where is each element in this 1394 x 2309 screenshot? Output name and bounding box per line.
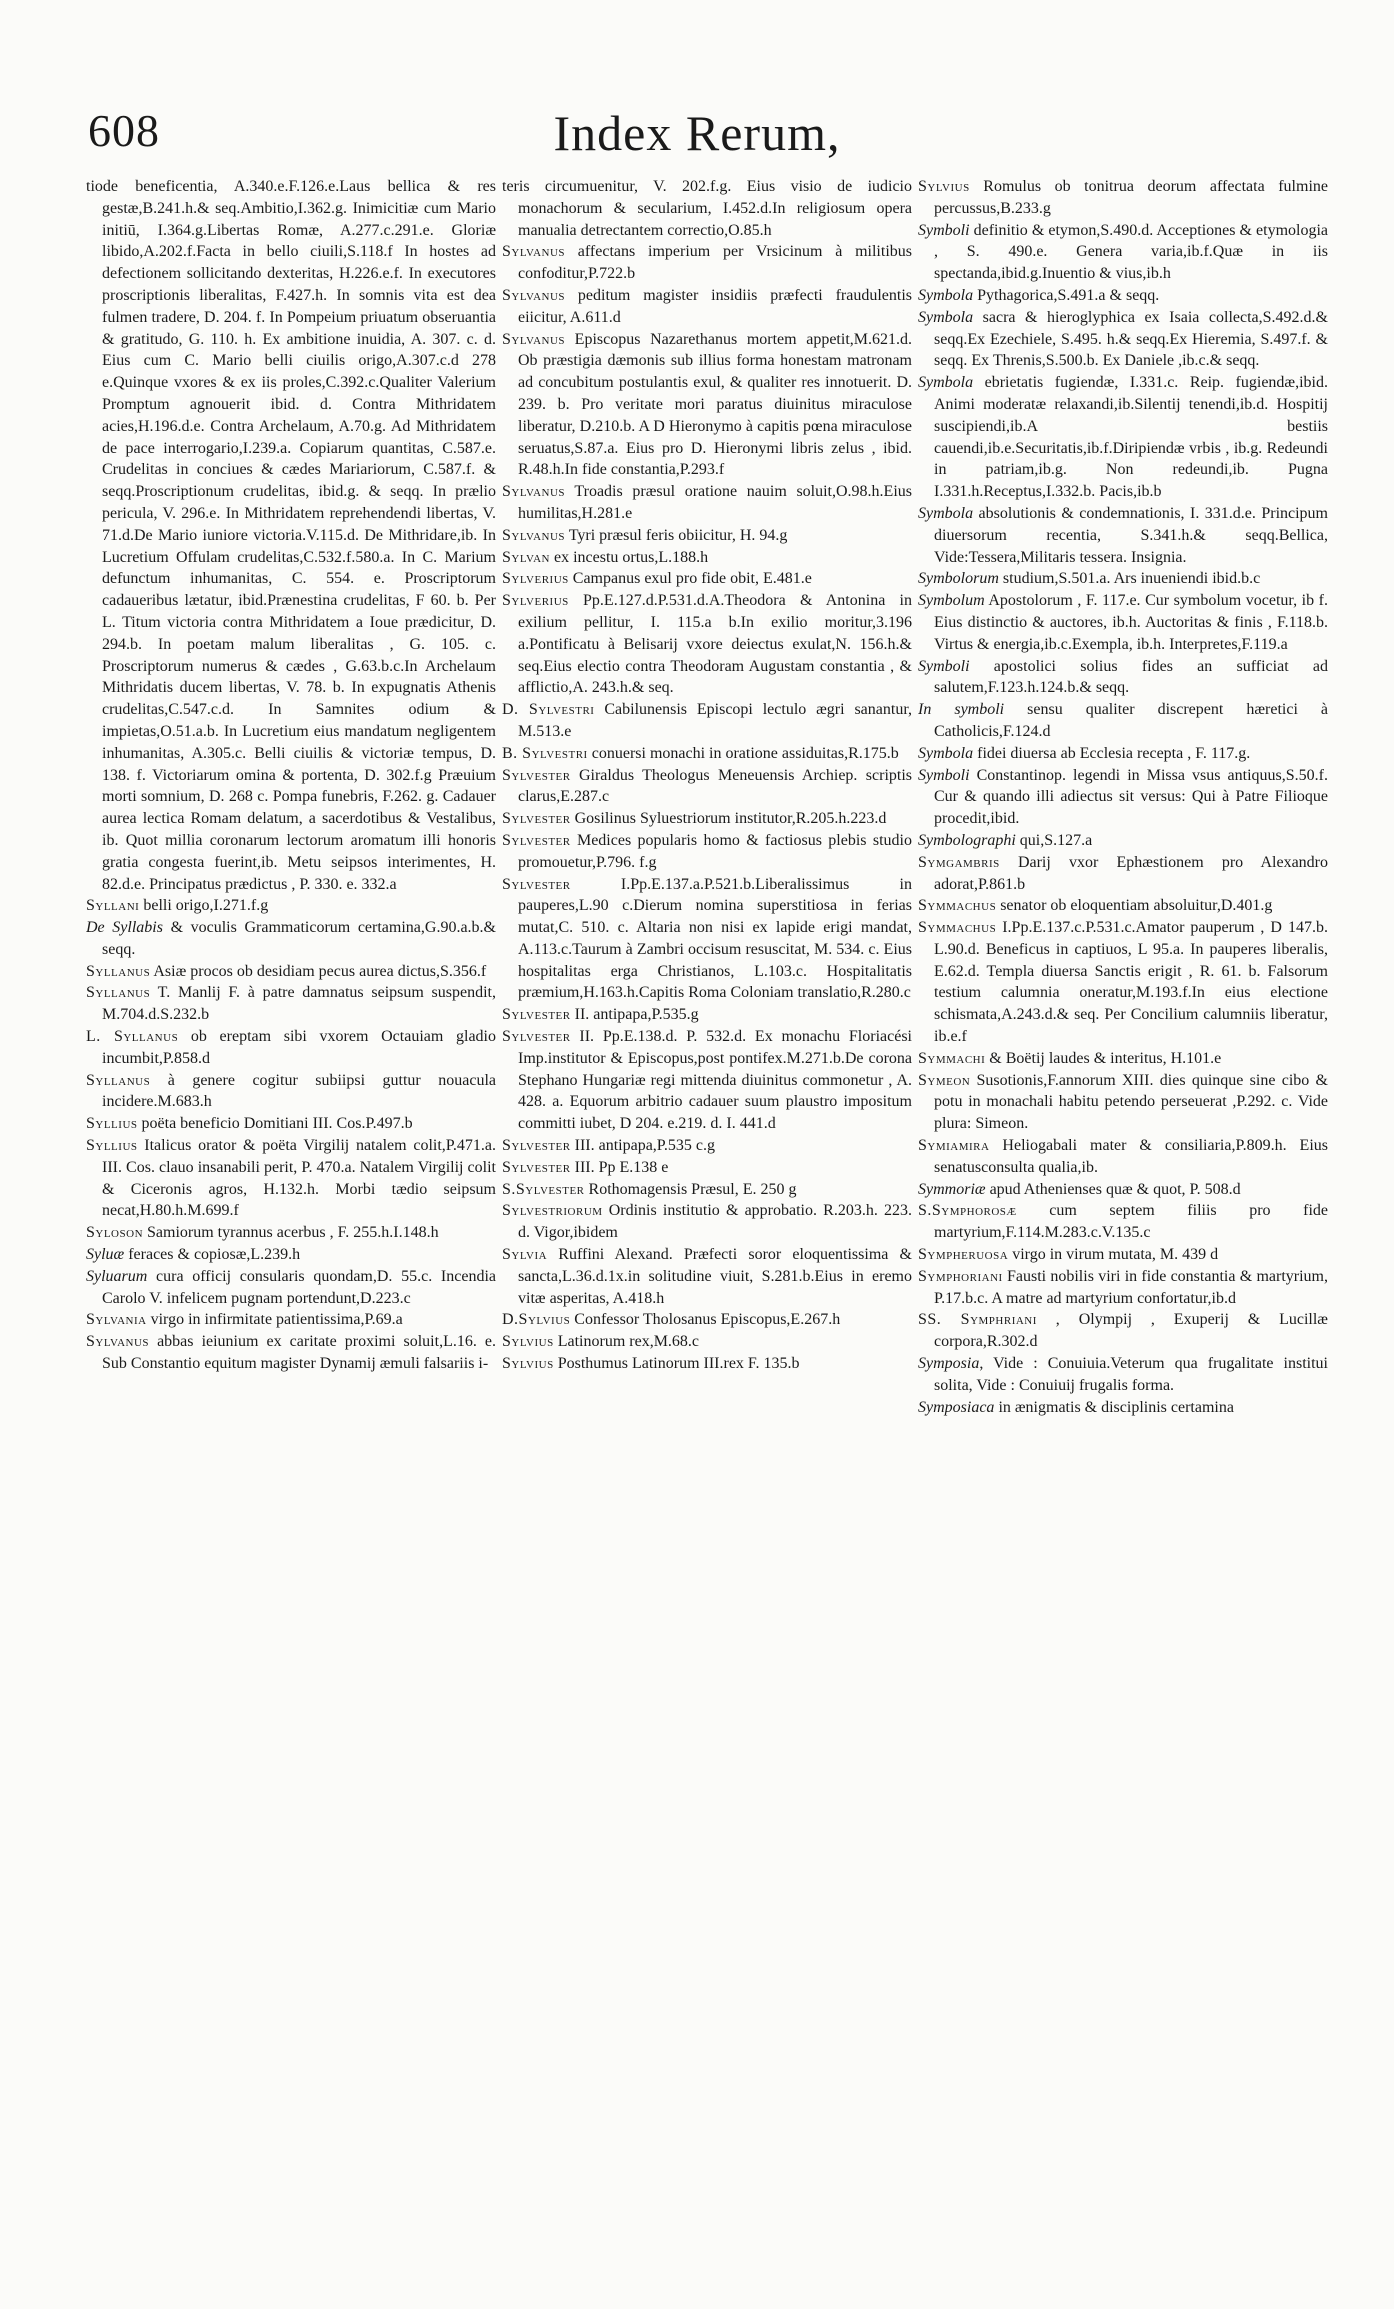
index-entry — [502, 1135, 912, 1157]
entry-headword: Sylvester — [502, 1006, 571, 1024]
entry-text: definitio & etymon,S.490.d. Acceptiones & etymologia , S. 490.e. Genera varia,ib.f.Quæ in iis spectanda,ibid.g.Inuentio & vius,ib.h — [934, 221, 1328, 283]
index-entry — [502, 525, 912, 547]
entry-headword: Sylvius — [502, 1333, 554, 1351]
index-entry — [86, 1026, 496, 1070]
entry-headword: Sylvanus — [502, 243, 566, 261]
index-entry — [86, 1244, 496, 1266]
index-entry — [918, 1353, 1328, 1397]
entry-text: Heliogabali mater & consiliaria,P.809.h. Eius senatusconsulta qualia,ib. — [934, 1137, 1328, 1176]
index-entry — [502, 1331, 912, 1353]
entry-text: affectans imperium per Vrsicinum à militibus confoditur,P.722.b — [518, 243, 912, 283]
entry-text: in ænigmatis & disciplinis certamina — [994, 1398, 1234, 1416]
entry-text: II. antipapa,P.535.g — [570, 1006, 699, 1024]
entry-headword: Syllanus — [86, 962, 151, 980]
entry-text: sensu qualiter discrepent hæretici à Catholicis,F.124.d — [934, 701, 1328, 740]
entry-headword: Symposia — [918, 1355, 980, 1373]
index-entry — [502, 830, 912, 874]
entry-text: Posthumus Latinorum III.rex F. 135.b — [553, 1355, 800, 1373]
entry-text: Latinorum rex,M.68.c — [553, 1333, 700, 1351]
entry-text: Samiorum tyrannus acerbus , F. 255.h.I.148.h — [143, 1224, 439, 1242]
entry-headword: De Syllabis — [86, 919, 163, 937]
entry-headword: Sylvan — [502, 548, 550, 566]
entry-text: Medices popularis homo & factiosus plebis studio promouetur,P.796. f.g — [518, 831, 912, 871]
entry-text: Troadis præsul oratione nauim soluit,O.98.h.Eius humilitas,H.281.e — [518, 483, 912, 522]
entry-text: & Boëtij laudes & interitus, H.101.e — [985, 1049, 1222, 1067]
index-entry — [502, 1179, 912, 1201]
entry-headword: Syloson — [86, 1224, 144, 1242]
entry-text: qui,S.127.a — [1015, 831, 1093, 849]
index-entry — [86, 982, 496, 1026]
entry-text: ob ereptam sibi vxorem Octauiam gladio incumbit,P.858.d — [102, 1028, 496, 1067]
entry-text: , Vide : Conuiuia.Veterum qua frugalitate institui solita, Vide : Conuiuij frugalis forma. — [934, 1355, 1328, 1394]
entry-text: Ordinis institutio & approbatio. R.203.h. 223. d. Vigor,ibidem — [518, 1202, 912, 1242]
entry-text: Campanus exul pro fide obit, E.481.e — [568, 570, 812, 588]
index-entry — [918, 656, 1328, 700]
entry-headword: Symmachi — [918, 1049, 986, 1067]
index-column-left — [86, 176, 496, 2236]
entry-headword: Sylvanus — [502, 286, 566, 304]
index-entry — [918, 1244, 1328, 1266]
entry-text: Romulus ob tonitrua deorum affectata fulmine percussus,B.233.g — [934, 178, 1328, 217]
entry-text: Italicus orator & poëta Virgilij natalem colit,P.471.a. III. Cos. clauo insanabili perit, P. 470.a. Natalem Virgilij colit & Ciceronis agros, H.132.h. Morbi tædio seipsum necat,H.80.h.M.699.f — [102, 1137, 496, 1220]
entry-headword: In symboli — [918, 701, 1005, 719]
entry-headword: Symmachus — [918, 897, 997, 915]
index-entry — [502, 547, 912, 569]
entry-headword: Syllius — [86, 1137, 138, 1155]
index-entry — [502, 481, 912, 525]
entry-headword: Sylvia — [502, 1246, 548, 1264]
entry-text: cum septem filiis pro fide martyrium,F.114.M.283.c.V.135.c — [934, 1202, 1328, 1242]
entry-headword: Sylvester — [502, 1137, 571, 1155]
index-entry — [502, 329, 912, 482]
index-entry — [502, 743, 912, 765]
entry-text: Pp.E.127.d.P.531.d.A.Theodora & Antonina in exilium pellitur, I. 115.a b.In exilio moritur,3.196 a.Pontificatu à Belisarij vxore deiectus exulat,N. 156.h.& seq.Eius electio contra Theodoram Augustam constantia , & afflictio,A. 243.h.& seq. — [518, 592, 912, 697]
entry-text: Cabilunensis Episcopi lectulo ægri sanantur, M.513.e — [518, 701, 912, 740]
entry-text: abbas ieiunium ex caritate proximi soluit,L.16. e. Sub Constantio equitum magister Dynamij æmuli falsariis i- — [102, 1333, 496, 1373]
entry-headword: Symboli — [918, 221, 970, 239]
index-entry — [86, 917, 496, 961]
index-entry — [502, 1244, 912, 1309]
entry-text: apostolici solius fides an sufficiat ad salutem,F.123.h.124.b.& seqq. — [934, 657, 1328, 697]
entry-headword: Sylvania — [86, 1311, 147, 1329]
index-entry — [918, 917, 1328, 1048]
entry-text: feraces & copiosæ,L.239.h — [124, 1246, 301, 1264]
entry-text: sacra & hieroglyphica ex Isaia collecta,S.492.d.& seqq.Ex Ezechiele, S.495. h.& seqq.Ex Hieremia, S.497.f. & seqq. Ex Threnis,S.500.b. Ex Daniele ,ib.c.& seqq. — [934, 308, 1328, 370]
entry-headword: Symbolorum — [918, 570, 999, 588]
entry-headword: Symbola — [918, 744, 974, 762]
index-columns — [86, 176, 1338, 2236]
entry-headword: Symbola — [918, 286, 974, 304]
index-entry — [502, 568, 912, 590]
entry-headword: Sylvester — [502, 1158, 571, 1176]
entry-text: Giraldus Theologus Meneuensis Archiep. scriptis clarus,E.287.c — [518, 766, 912, 806]
index-entry — [502, 1026, 912, 1135]
entry-headword: Sylvester — [502, 810, 571, 828]
entry-headword: Sylverius — [502, 592, 569, 610]
entry-text: Asiæ procos ob desidiam pecus aurea dictus,S.356.f — [150, 962, 487, 980]
entry-text: fidei diuersa ab Ecclesia recepta , F. 117.g. — [973, 744, 1251, 762]
index-entry — [502, 241, 912, 285]
entry-text: II. Pp.E.138.d. P. 532.d. Ex monachu Floriacési Imp.institutor & Episcopus,post pontifex.M.271.b.De corona Stephano Hungariæ regi mittenda diuinitus commonetur , A. 428. a. Equorum arbitrio cadauer suum plaustro impositum committi iubet, D 204. e.219. d. I. 441.d — [518, 1028, 912, 1133]
entry-headword: B. Sylvestri — [502, 744, 588, 762]
entry-headword: Syllius — [86, 1115, 138, 1133]
entry-text: Constantinop. legendi in Missa vsus antiquus,S.50.f. Cur & quando illi adiectus sit versus: Qui à Patre Filioque procedit,ibid. — [934, 766, 1328, 828]
entry-headword: Symmoriæ — [918, 1180, 986, 1198]
entry-text: Pythagorica,S.491.a & seqq. — [973, 286, 1160, 304]
entry-headword: S.Symphorosæ — [918, 1202, 1017, 1220]
entry-headword: D. Sylvestri — [502, 701, 595, 719]
entry-text: conuersi monachi in oratione assiduitas,R.175.b — [587, 744, 899, 762]
entry-headword: Symbola — [918, 504, 974, 522]
index-entry — [86, 1309, 496, 1331]
entry-headword: Sylvanus — [502, 526, 566, 544]
entry-text: I.Pp.E.137.c.P.531.c.Amator pauperum , D 147.b. L.90.d. Beneficus in captiuos, L 95.a. In pauperes liberalis, E.62.d. Templa diuersa Sanctis erigit , R. 61. b. Falsorum testium calumnia oneratur,M.193.f.In eius electione schismata,A.243.d.& seq. Per Concilium calumniis liberatur, ib.e.f — [934, 919, 1328, 1046]
index-entry — [918, 568, 1328, 590]
entry-text: Tyri præsul feris obiicitur, H. 94.g — [565, 526, 788, 544]
entry-headword: D.Sylvius — [502, 1311, 571, 1329]
index-entry — [918, 1397, 1328, 1419]
index-entry — [918, 220, 1328, 285]
entry-headword: Symbola — [918, 308, 974, 326]
entry-text: Darij vxor Ephæstionem pro Alexandro adorat,P.861.b — [934, 853, 1328, 893]
entry-headword: Sylvanus — [502, 330, 566, 348]
entry-headword: Symbolographi — [918, 831, 1016, 849]
entry-text: absolutionis & condemnationis, I. 331.d.e. Principum diuersorum recentia, S.341.h.& seqq.Bellica, Vide:Tessera,Militaris tessera. Insignia. — [934, 504, 1328, 566]
index-entry — [502, 1157, 912, 1179]
entry-text: apud Athenienses quæ & quot, P. 508.d — [985, 1180, 1241, 1198]
index-entry — [918, 590, 1328, 655]
index-entry — [502, 765, 912, 809]
entry-headword: Sylvester — [502, 831, 571, 849]
entry-text: , Olympij , Exuperij & Lucillæ corpora,R.302.d — [934, 1311, 1328, 1351]
index-entry — [502, 590, 912, 699]
index-entry — [918, 1070, 1328, 1135]
entry-text: Rothomagensis Præsul, E. 250 g — [584, 1180, 797, 1198]
index-entry — [502, 1309, 912, 1331]
entry-headword: Sylvester — [502, 766, 571, 784]
entry-headword: SS. Symphriani — [918, 1311, 1037, 1329]
entry-headword: S.Sylvester — [502, 1180, 585, 1198]
entry-headword: Sympheruosa — [918, 1246, 1009, 1264]
entry-text: Ruffini Alexand. Præfecti soror eloquentissima & sancta,L.36.d.1x.in solitudine viuit, S.281.b.Eius in eremo vitæ asperitas, A.418.h — [518, 1246, 912, 1307]
entry-text: teris circumuenitur, V. 202.f.g. Eius visio de iudicio monachorum & secularium, I.452.d.In religiosum opera manualia detrectantem correctio,O.85.h — [502, 178, 912, 239]
index-entry — [918, 1135, 1328, 1179]
entry-headword: Sylvester — [502, 1028, 571, 1046]
entry-text: senator ob eloquentiam absoluitur,D.401.g — [996, 897, 1273, 915]
entry-text: poëta beneficio Domitiani III. Cos.P.497.b — [137, 1115, 413, 1133]
index-entry — [918, 372, 1328, 503]
index-entry — [502, 808, 912, 830]
entry-headword: Sylvius — [502, 1355, 554, 1373]
running-head: Index Rerum, — [553, 105, 841, 161]
index-entry — [918, 895, 1328, 917]
entry-text: studium,S.501.a. Ars inueniendi ibid.b.c — [998, 570, 1261, 588]
entry-text: à genere cogitur subiipsi guttur nouacula incidere.M.683.h — [102, 1071, 496, 1111]
index-entry — [918, 503, 1328, 568]
entry-text: T. Manlij F. à patre damnatus seipsum suspendit, M.704.d.S.232.b — [102, 984, 496, 1024]
entry-headword: Sylvius — [918, 178, 970, 195]
index-entry — [502, 285, 912, 329]
entry-headword: Sylvester — [502, 875, 571, 893]
entry-headword: Syllanus — [86, 1071, 151, 1089]
entry-text: ex incestu ortus,L.188.h — [549, 548, 709, 566]
index-entry — [918, 1048, 1328, 1070]
index-entry — [918, 1200, 1328, 1244]
entry-headword: Syllani — [86, 897, 140, 915]
entry-headword: Symbola — [918, 374, 974, 392]
index-entry — [502, 1353, 912, 1375]
entry-text: I.Pp.E.137.a.P.521.b.Liberalissimus in pauperes,L.90 c.Dierum nomina superstitiosa in ferias mutat,C. 510. c. Altaria non nisi ex lapide erigi mandat, A.113.c.Taurum à Zambri occisum resuscitat, M. 534. c. Eius hospitalitas erga Christianos, L.103.c. Hospitalitatis præmium,H.163.h.Capitis Roma Coloniam translatio,R.280.c — [518, 875, 912, 1002]
entry-text: III. Pp E.138 e — [570, 1158, 669, 1176]
entry-text: & voculis Grammaticorum certamina,G.90.a.b.& seqq. — [102, 919, 496, 958]
entry-headword: Symphoriani — [918, 1267, 1003, 1285]
index-entry — [86, 1070, 496, 1114]
index-entry — [918, 1309, 1328, 1353]
page-number: 608 — [88, 105, 160, 156]
entry-text: Episcopus Nazarethanus mortem appetit,M.621.d. Ob præstigia dæmonis sub illius forma honestam matronam ad concubitum postulantis exul, & qualiter res innotuerit. D. 239. b. Pro veritate mori paratus diuinitus miraculose liberatur, D.210.b. A D Hieronymo à capitis pœna miraculose seruatus,S.87.a. Eius pro D. Hieronymi libris zelus , ibid. R.48.h.In fide constantia,P.293.f — [518, 330, 912, 479]
index-entry — [502, 699, 912, 743]
entry-headword: Syluarum — [86, 1267, 148, 1285]
entry-text: Confessor Tholosanus Episcopus,E.267.h — [570, 1311, 841, 1329]
entry-headword: Symboli — [918, 766, 970, 784]
index-entry — [86, 1331, 496, 1375]
entry-headword: Symmachus — [918, 919, 997, 937]
entry-headword: L. Syllanus — [86, 1028, 179, 1046]
index-entry — [86, 1135, 496, 1222]
index-entry — [918, 743, 1328, 765]
entry-text: belli origo,I.271.f.g — [139, 897, 269, 915]
entry-headword: Symboli — [918, 657, 970, 675]
entry-headword: Symposiaca — [918, 1398, 995, 1416]
index-entry — [86, 961, 496, 983]
entry-text: virgo in infirmitate patientissima,P.69.a — [146, 1311, 403, 1329]
entry-text: Susotionis,F.annorum XIII. dies quinque sine cibo & potu in monachali habitu petendo perseuerat ,P.292. c. Vide plura: Simeon. — [934, 1071, 1328, 1133]
entry-text: III. antipapa,P.535 c.g — [570, 1137, 716, 1155]
entry-text: Gosilinus Syluestriorum institutor,R.205.h.223.d — [570, 810, 887, 828]
entry-headword: Symeon — [918, 1071, 971, 1089]
entry-headword: Symiamira — [918, 1137, 990, 1155]
index-entry — [86, 1266, 496, 1310]
index-entry — [918, 1266, 1328, 1310]
index-entry — [918, 285, 1328, 307]
index-entry — [502, 176, 912, 241]
entry-headword: Sylvanus — [86, 1333, 150, 1351]
index-entry — [918, 852, 1328, 896]
index-entry — [86, 176, 496, 895]
index-entry — [86, 1113, 496, 1135]
entry-text: peditum magister insidiis præfecti fraudulentis eiicitur, A.611.d — [518, 286, 912, 326]
index-entry — [86, 895, 496, 917]
index-entry — [918, 1179, 1328, 1201]
entry-headword: Sylvestriorum — [502, 1202, 603, 1220]
entry-headword: Syluæ — [86, 1246, 125, 1264]
index-entry — [502, 874, 912, 1005]
entry-headword: Sylvanus — [502, 483, 566, 501]
index-entry — [918, 176, 1328, 220]
entry-text: ebrietatis fugiendæ, I.331.c. Reip. fugiendæ,ibid. Animi moderatæ relaxandi,ib.Silentij tenendi,ib.d. Hospitij suscipiendi,ib.A bestiis cauendi,ib.e.Securitatis,ib.f.Diripiendæ vrbis , ib.g. Redeundi in patriam,ib.g. Non redeundi,ib. Pugna I.331.h.Receptus,I.332.b. Pacis,ib.b — [934, 374, 1328, 501]
index-entry — [918, 699, 1328, 743]
entry-headword: Symbolum — [918, 592, 985, 610]
index-entry — [502, 1200, 912, 1244]
index-entry — [502, 1004, 912, 1026]
index-entry — [918, 765, 1328, 830]
index-column-right — [918, 176, 1328, 2236]
entry-headword: Sylverius — [502, 570, 569, 588]
index-entry — [918, 307, 1328, 372]
index-entry — [86, 1222, 496, 1244]
index-entry — [918, 830, 1328, 852]
entry-headword: Syllanus — [86, 984, 151, 1002]
entry-text: Fausti nobilis viri in fide constantia & martyrium, P.17.b.c. A matre ad martyrium confortatur,ib.d — [934, 1267, 1328, 1307]
entry-text: Apostolorum , F. 117.e. Cur symbolum vocetur, ib f. Eius distinctio & auctores, ib.h. Auctoritas & finis , F.118.b. Virtus & energia,ib.c.Exempla, ib.h. Interpretes,F.119.a — [934, 592, 1328, 653]
entry-text: virgo in virum mutata, M. 439 d — [1008, 1246, 1219, 1264]
entry-text: cura officij consularis quondam,D. 55.c. Incendia Carolo V. infelicem pugnam portendunt,D.223.c — [102, 1267, 496, 1307]
entry-headword: Symgambris — [918, 853, 1000, 871]
index-column-middle — [502, 176, 912, 2236]
entry-text: tiode beneficentia, A.340.e.F.126.e.Laus bellica & res gestæ,B.241.h.& seq.Ambitio,I.362.g. Inimicitiæ cum Mario initiū, I.364.g.Libertas Romæ, A.277.c.291.e. Gloriæ libido,A.202.f.Facta in bello ciuili,S.118.f In hostes ad defectionem sollicitando dexteritas, H.226.e.f. In executores proscriptionis liberalitas, F.427.h. In somnis vita est dea fulmen tradere, D. 204. f. In Pompeium priuatum obseruantia & gratitudo, G. 110. h. Ex ambitione inuidia, A. 307. c. d. Eius cum C. Mario belli ciuilis origo,A.307.c.d 278 e.Quinque vxores & ex iis proles,C.392.c.Qualiter Valerium Promptum agnouerit ibid. d. Contra Mithridatem acies,H.196.d.e. Contra Archelaum, A.70.g. Ad Mithridatem de pace interrogario,I.239.a. Copiarum quantitas, C.587.e. Crudelitas in conciues & cædes Mariariorum, C.587.f. & seqq.Proscriptionum crudelitas, ibid.g. & seqq. In prælio pericula, V. 296.e. In Mithridatem reprehendendi libertas, V. 71.d.De Mario iuniore victoria.V.115.d. De Mithridare,ib. In Lucretium Offulam crudelitas,C.532.f.580.a. In C. Marium defunctum inhumanitas, C. 554. e. Proscriptorum cadaueribus lætatur, ibid.Prænestina crudelitas, F 60. b. Per L. Titum victoria contra Mithridatem a Ioue prædicitur, D. 294.b. In poetam malum liberalitas , G. 105. c. Proscriptorum numerus & cædes , G.63.b.c.In Archelaum Mithridatis ducem libertas, V. 78. b. In expugnatis Athenis crudelitas,C.547.c.d. In Samnites odium & impietas,O.51.a.b. In Lucretium eius mandatum negligentem inhumanitas, A.305.c. Belli ciuilis & victoriæ tempus, D. 138. f. Victoriarum omina & portenta, D. 302.f.g Præuium morti somnium, D. 268 c. Pompa funebris, F.262. g. Cadauer aurea lectica Romam delatum, a sacerdotibus & Vestalibus, ib. Quot millia coronarum lectorum aromatum illi honoris gratia congesta fuerint,ib. Metu seipsos interimentes, H. 82.d.e. Principatus prædictus , P. 330. e. 332.a — [86, 178, 496, 893]
